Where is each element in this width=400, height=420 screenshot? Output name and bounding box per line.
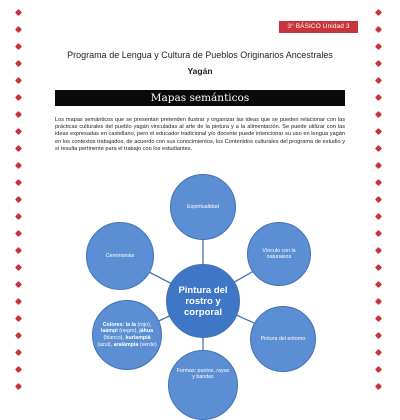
- node-formas-label: Formas: puntos, rayas y bandas: [176, 367, 230, 380]
- node-center-label: Pintura del rostro y corporal: [178, 284, 228, 318]
- node-pintura-entorno-label: Pintura del entorno: [260, 335, 306, 342]
- node-center-pintura: [166, 264, 240, 338]
- intro-paragraph: Los mapas semánticos que se presentan pretenden ilustrar y organizar las ideas que se pueden relacionar con las prácticas culturales del pueblo yagán vinculadas al arte de la pintura y a la alimentación. Se puede utilizar con las ideas expresadas en castellano, pero el educador tradicional y/o docente puede intencionar su uso en lengua yagán en los contextos trabajados, de acuerdo con sus conocimientos, los Contenidos culturales del programa de estudio y si resulta pertinente para el trabajo con los estudiantes.: [55, 117, 345, 152]
- colores-meaning-5: (verde): [139, 341, 157, 348]
- node-espiritualidad: [170, 174, 236, 240]
- node-colores: [92, 300, 162, 370]
- colores-label: Colores:: [102, 321, 125, 328]
- node-pintura-entorno: [250, 306, 316, 372]
- people-name: Yagán: [187, 66, 213, 76]
- colores-word-4: kurlampiá: [125, 335, 151, 341]
- colores-meaning-2: (negro),: [119, 328, 138, 335]
- section-title-banner: Mapas semánticos: [55, 90, 345, 106]
- node-vinculo-naturaleza: [247, 222, 311, 286]
- colores-meaning-1: (rojo),: [137, 321, 152, 328]
- node-ceremonias-label: Ceremonias: [105, 252, 135, 259]
- grade-unit-badge: 3° BÁSICO Unidad 3: [279, 21, 358, 33]
- colores-meaning-4: (azul),: [97, 341, 113, 348]
- node-espiritualidad-label: Espiritualidad: [187, 203, 219, 210]
- node-ceremonias: [86, 222, 154, 290]
- colores-word-1: la la: [125, 321, 136, 328]
- colores-meaning-3: (blanco),: [103, 335, 125, 341]
- colores-word-3: jáhua: [139, 328, 154, 335]
- program-title: Programa de Lengua y Cultura de Pueblos Originarios Ancestrales: [67, 50, 333, 60]
- node-colores-text: [93, 322, 161, 348]
- colores-word-5: aralámpia: [113, 341, 139, 348]
- colores-word-2: laámpi: [100, 328, 118, 335]
- node-formas: [168, 350, 238, 420]
- node-vinculo-naturaleza-label: Vínculo con la naturaleza: [262, 247, 296, 260]
